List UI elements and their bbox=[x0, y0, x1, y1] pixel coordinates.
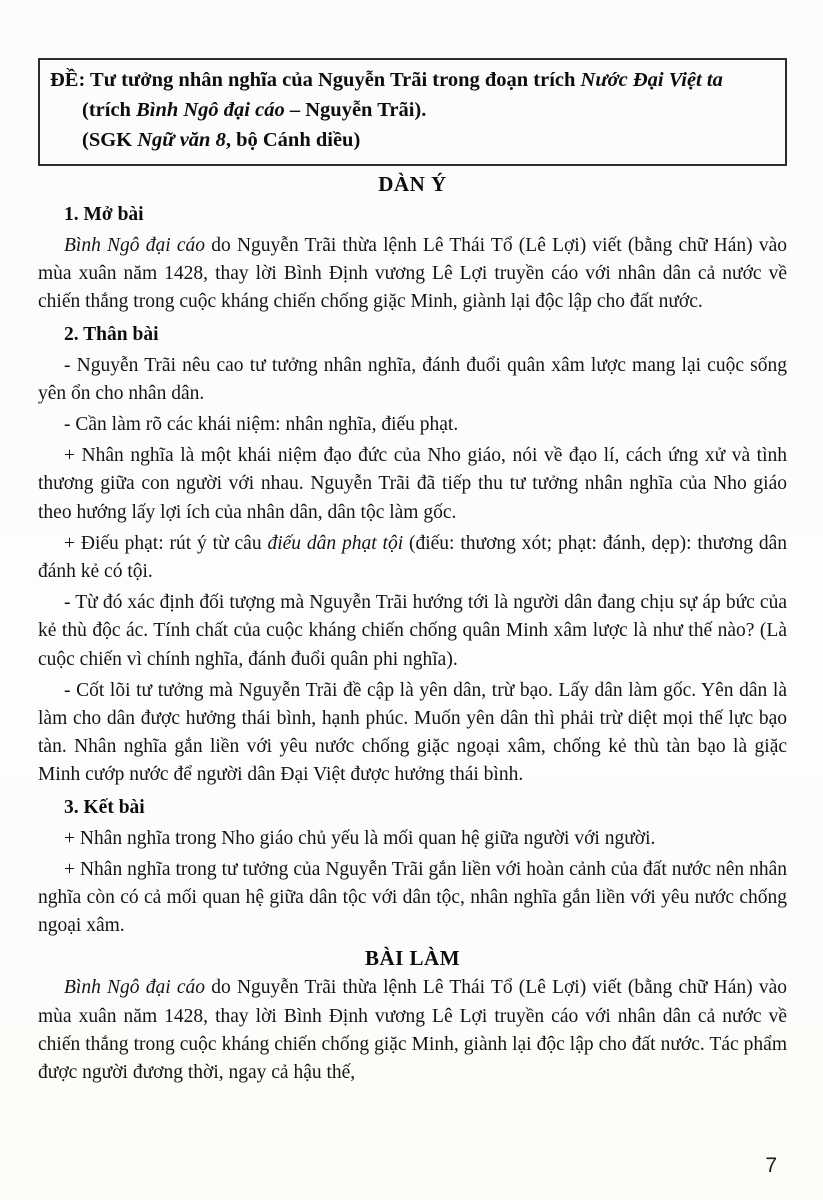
work-title-italic: Bình Ngô đại cáo bbox=[64, 235, 206, 256]
prompt-source-pre: (SGK bbox=[82, 129, 138, 151]
prompt-title bbox=[50, 65, 769, 125]
work-title-italic-essay: Bình Ngô đại cáo bbox=[64, 977, 206, 999]
than-bai-item-3: + Nhân nghĩa là một khái niệm đạo đức của Nho giáo, nói về đạo lí, cách ứng xử và tình thương giữa con người với nhau. Nguyễn Trãi đã tiếp thu tư tưởng nhân nghĩa của Nho giáo theo hướng lấy lợi ích của nhân dân, dân tộc làm gốc. bbox=[38, 445, 787, 523]
than-bai-item-5: - Từ đó xác định đối tượng mà Nguyễn Trãi hướng tới là người dân đang chịu sự áp bức của kẻ thù độc ác. Tính chất của cuộc kháng chiến chống quân Minh xâm lược là như thế nào? (Là cuộc chiến vì chính nghĩa, đánh đuổi quân phi nghĩa). bbox=[38, 592, 787, 670]
than-bai-item-6: - Cốt lõi tư tưởng mà Nguyễn Trãi đề cập là yên dân, trừ bạo. Lấy dân làm gốc. Yên dân là làm cho dân được hưởng thái bình, hạnh phúc. Muốn yên dân thì phải trừ diệt mọi thế lực bạo tàn. Nhân nghĩa gắn liền với yêu nước chống giặc ngoại xâm, chống kẻ thù tàn bạo là giặc Minh cướp nước để người dân Đại Việt được hưởng thái bình. bbox=[38, 679, 787, 786]
exercise-prompt-box bbox=[38, 58, 787, 166]
essay-title: BÀI LÀM bbox=[364, 946, 461, 971]
than-bai-item-4-post: (điếu: thương xót; phạt: đánh, dẹp): thương dân đánh kẻ có tội. bbox=[38, 532, 787, 583]
prompt-source-post: , bộ Cánh diều) bbox=[225, 129, 361, 151]
mo-bai-paragraph bbox=[38, 232, 787, 317]
essay-paragraph bbox=[38, 974, 787, 1087]
work-title-binh-ngo-dai-cao: Bình Ngô đại cáo bbox=[136, 99, 285, 121]
quoted-phrase-italic: điếu dân phạt tội bbox=[267, 532, 404, 554]
section-heading-than-bai: 2. Thân bài bbox=[64, 323, 159, 345]
prompt-title-end: – Nguyễn Trãi). bbox=[284, 99, 427, 121]
section-heading-mo-bai: 1. Mở bài bbox=[64, 204, 144, 225]
section-heading-ket-bai: 3. Kết bài bbox=[64, 796, 145, 818]
page-number: 7 bbox=[765, 1154, 777, 1177]
ket-bai-item-2: + Nhân nghĩa trong tư tưởng của Nguyễn Trãi gắn liền với hoàn cảnh của đất nước nên nhân nghĩa còn có cả mối quan hệ giữa dân tộc với dân tộc, nhân nghĩa gắn liền với yêu nước chống ngoại xâm. bbox=[38, 858, 787, 937]
textbook-title: Ngữ văn 8 bbox=[137, 129, 226, 151]
than-bai-item-2: - Cần làm rõ các khái niệm: nhân nghĩa, điếu phạt. bbox=[64, 414, 459, 436]
ket-bai-item-1: + Nhân nghĩa trong Nho giáo chủ yếu là mối quan hệ giữa người với người. bbox=[64, 827, 656, 849]
outline-title: DÀN Ý bbox=[378, 172, 447, 196]
work-title-nuoc-dai-viet-ta: Nước Đại Việt ta bbox=[580, 69, 723, 91]
prompt-title-mid: (trích bbox=[82, 99, 137, 121]
than-bai-item-4-pre: + Điếu phạt: rút ý từ câu bbox=[64, 532, 268, 554]
essay-paragraph-text: do Nguyễn Trãi thừa lệnh Lê Thái Tổ (Lê Lợi) viết (bằng chữ Hán) vào mùa xuân năm 1428, thay lời Bình Định vương Lê Lợi truyền cáo với nhân dân cả nước về chiến thắng trong cuộc kháng chiến chống giặc Minh, giành lại độc lập cho đất nước. Tác phẩm được người đương thời, ngay cả hậu thế, bbox=[38, 977, 787, 1084]
than-bai-item-4 bbox=[38, 530, 787, 586]
prompt-title-text: ĐỀ: Tư tưởng nhân nghĩa của Nguyễn Trãi trong đoạn trích bbox=[50, 69, 581, 91]
prompt-source bbox=[82, 125, 769, 155]
mo-bai-paragraph-text: do Nguyễn Trãi thừa lệnh Lê Thái Tổ (Lê Lợi) viết (bằng chữ Hán) vào mùa xuân năm 1428, thay lời Bình Định vương Lê Lợi truyền cáo với nhân dân cả nước về chiến thắng trong cuộc kháng chiến chống giặc Minh, giành lại độc lập cho đất nước. bbox=[38, 235, 787, 313]
than-bai-item-1: - Nguyễn Trãi nêu cao tư tưởng nhân nghĩa, đánh đuổi quân xâm lược mang lại cuộc sống yên ổn cho nhân dân. bbox=[38, 354, 787, 404]
